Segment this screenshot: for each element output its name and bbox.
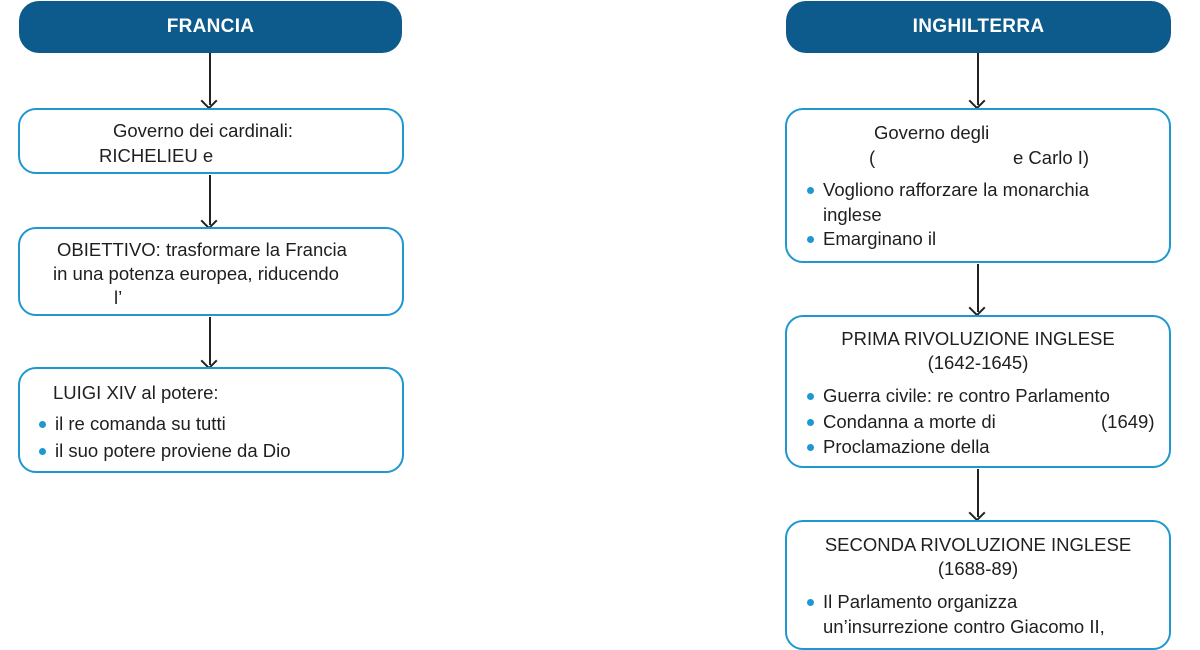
list-item-continued bbox=[806, 203, 1089, 228]
arrow-down-icon bbox=[977, 469, 979, 517]
arrow-down-icon bbox=[977, 264, 979, 312]
list-item: Emarginano il bbox=[806, 227, 1089, 252]
inghilterra-header-label: INGHILTERRA bbox=[912, 16, 1045, 37]
arrow-down-icon bbox=[209, 175, 211, 225]
bullet-list bbox=[38, 412, 291, 463]
inghilterra-stuart-box bbox=[785, 108, 1171, 263]
box-text: OBIETTIVO: trasformare la Francia bbox=[57, 239, 347, 260]
box-text: RICHELIEU e bbox=[99, 145, 214, 166]
list-item-text: inglese bbox=[823, 203, 882, 225]
list-item: Guerra civile: re contro Parlamento bbox=[806, 384, 1110, 409]
box-text: ( bbox=[869, 147, 876, 168]
prima-rivoluzione-box bbox=[785, 315, 1171, 468]
arrow-down-icon bbox=[209, 53, 211, 105]
francia-header bbox=[19, 1, 402, 53]
box-text: l’ bbox=[114, 287, 123, 308]
box-title: PRIMA RIVOLUZIONE INGLESE bbox=[841, 328, 1115, 349]
bullet-list bbox=[806, 384, 1110, 460]
list-item: Condanna a morte di bbox=[806, 410, 1110, 435]
box-year: (1649) bbox=[1101, 411, 1155, 432]
box-title: LUIGI XIV al potere: bbox=[53, 382, 219, 403]
francia-header-label: FRANCIA bbox=[166, 16, 255, 37]
bullet-list bbox=[806, 178, 1089, 252]
box-text: in una potenza europea, riducendo bbox=[53, 263, 339, 284]
list-item: il re comanda su tutti bbox=[38, 412, 291, 437]
box-years: (1688-89) bbox=[937, 558, 1019, 579]
box-title: SECONDA RIVOLUZIONE INGLESE bbox=[824, 534, 1132, 555]
list-item: Il Parlamento organizza bbox=[806, 590, 1105, 615]
francia-cardinali-box bbox=[18, 108, 404, 174]
seconda-rivoluzione-box bbox=[785, 520, 1171, 650]
box-years: (1642-1645) bbox=[927, 352, 1029, 373]
arrow-down-icon bbox=[209, 317, 211, 365]
arrow-down-icon bbox=[977, 53, 979, 105]
list-item: Vogliono rafforzare la monarchia bbox=[806, 178, 1089, 203]
francia-obiettivo-box bbox=[18, 227, 404, 316]
list-item-text: un’insurrezione contro Giacomo II, bbox=[823, 615, 1105, 637]
list-item-continued bbox=[806, 615, 1105, 640]
box-text: e Carlo I) bbox=[1013, 147, 1090, 168]
francia-luigi-box bbox=[18, 367, 404, 473]
inghilterra-header bbox=[786, 1, 1171, 53]
list-item: Proclamazione della bbox=[806, 435, 1110, 460]
bullet-list bbox=[806, 590, 1105, 639]
box-text: Governo dei cardinali: bbox=[113, 120, 293, 141]
box-text: Governo degli bbox=[874, 122, 990, 143]
list-item: il suo potere proviene da Dio bbox=[38, 439, 291, 464]
